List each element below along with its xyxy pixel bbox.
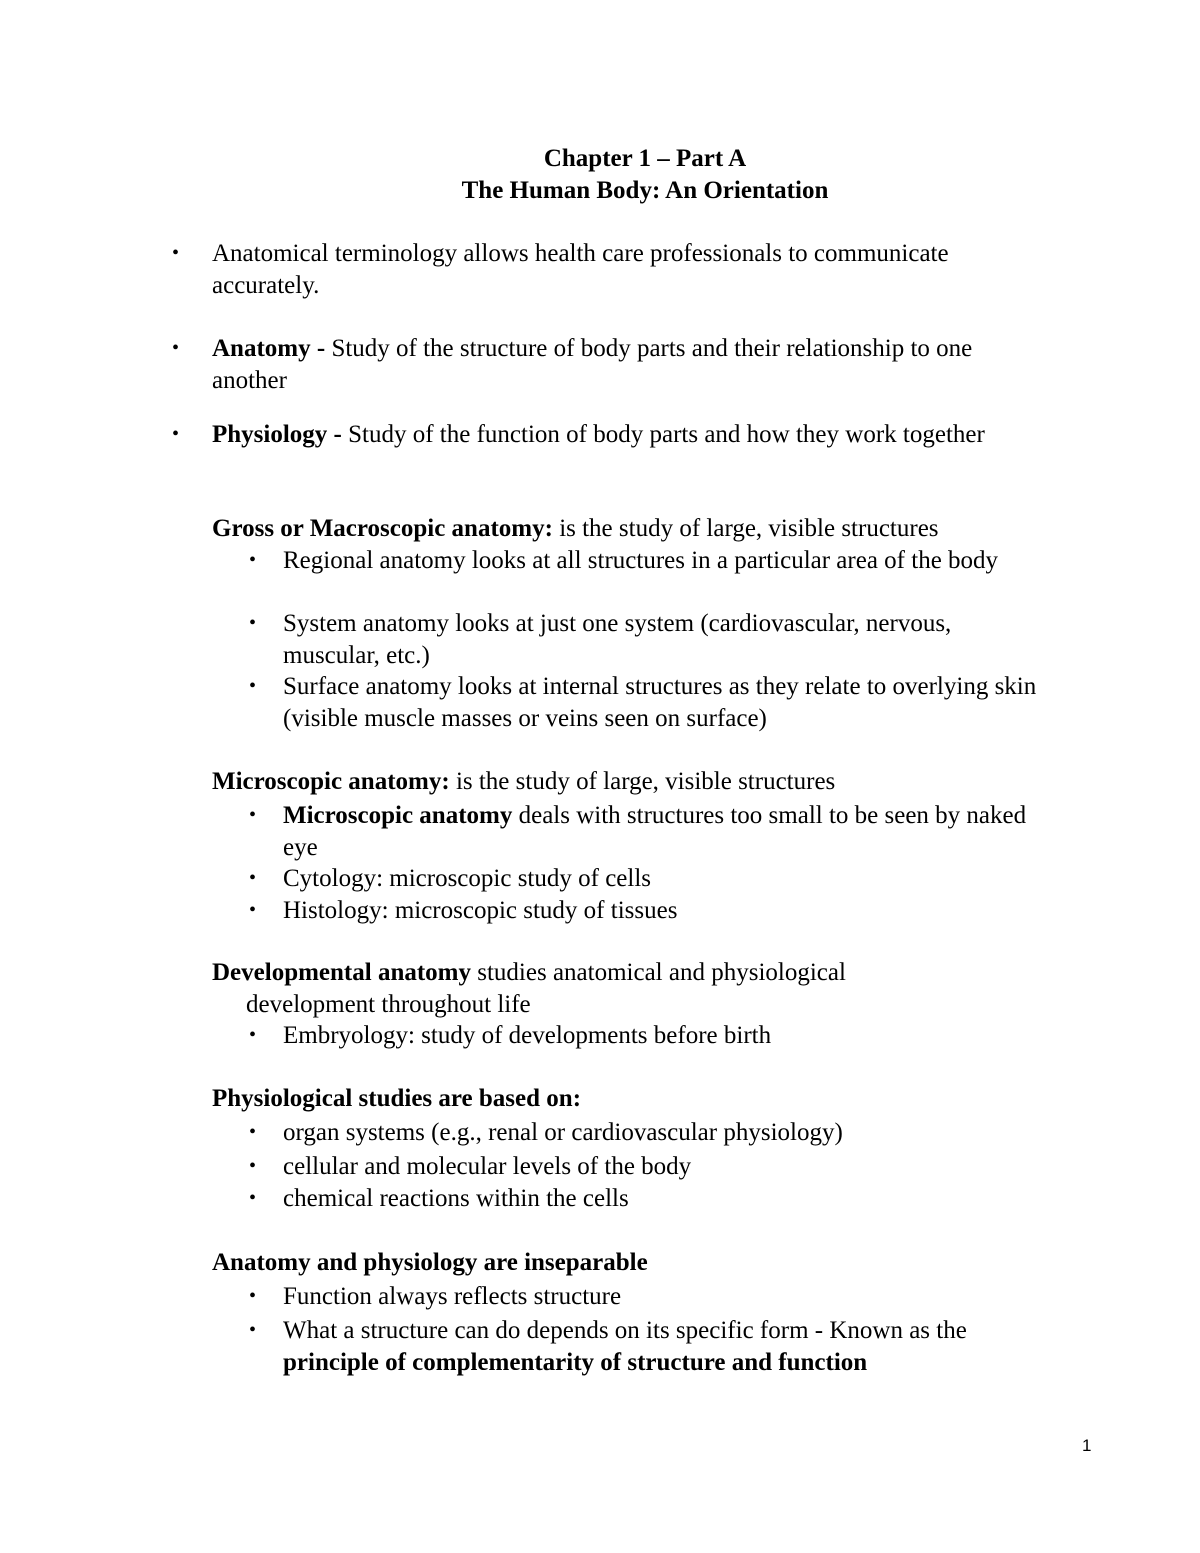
bullet-icon: • [249, 675, 257, 697]
section-heading-developmental: Developmental anatomy studies anatomical and physiological development throughout life [212, 959, 846, 1018]
list-item: • Function always reflects structure [283, 1281, 1043, 1313]
section-heading-gross: Gross or Macroscopic anatomy: is the study of large, visible structures [212, 515, 939, 542]
chapter-title: Chapter 1 – Part A [543, 145, 747, 172]
list-item: • Surface anatomy looks at internal structures as they relate to overlying skin (visible muscle masses or veins seen on surface) [249, 673, 1037, 732]
chapter-subtitle: The Human Body: An Orientation [461, 177, 829, 204]
bullet-icon: • [249, 1319, 257, 1341]
list-item: • Anatomical terminology allows health care professionals to communicate accurately. [172, 240, 949, 299]
list-item: • Physiology - Study of the function of body parts and how they work together [212, 419, 1042, 451]
page-number: 1 [1082, 1436, 1092, 1455]
bullet-icon: • [249, 1155, 257, 1177]
bullet-icon: • [249, 1187, 257, 1209]
list-item: • Regional anatomy looks at all structures in a particular area of the body [283, 545, 1043, 577]
section-heading-physiological-studies: Physiological studies are based on: [212, 1085, 582, 1112]
list-item: • Embryology: study of developments before birth [283, 1020, 1043, 1052]
section-heading-microscopic: Microscopic anatomy: is the study of large, visible structures [212, 768, 836, 795]
list-item: • Microscopic anatomy deals with structures too small to be seen by naked eye [249, 802, 1027, 861]
bullet-icon: • [249, 612, 257, 634]
list-item: • organ systems (e.g., renal or cardiovascular physiology) [283, 1117, 1043, 1149]
bullet-icon: • [249, 804, 257, 826]
term-anatomy: Anatomy - [212, 335, 326, 362]
list-item: • Cytology: microscopic study of cells [283, 863, 1043, 895]
bullet-icon: • [249, 1121, 257, 1143]
section-heading-inseparable: Anatomy and physiology are inseparable [212, 1249, 648, 1276]
bullet-icon: • [249, 1285, 257, 1307]
bullet-icon: • [172, 242, 180, 264]
bullet-icon: • [172, 337, 180, 359]
list-item: • Anatomy - Study of the structure of body parts and their relationship to one another [172, 335, 973, 394]
list-item: • System anatomy looks at just one system (cardiovascular, nervous, muscular, etc.) [249, 610, 952, 669]
bullet-icon: • [249, 899, 257, 921]
list-item: • Histology: microscopic study of tissues [283, 895, 1043, 927]
bullet-icon: • [249, 549, 257, 571]
list-item: • What a structure can do depends on its specific form - Known as the principle of complementarity of structure and function [249, 1317, 967, 1376]
term-physiology: Physiology - [212, 421, 342, 448]
bullet-icon: • [249, 1024, 257, 1046]
list-item: • chemical reactions within the cells [283, 1183, 1043, 1215]
list-item: • cellular and molecular levels of the body [283, 1151, 1043, 1183]
bullet-icon: • [249, 867, 257, 889]
bullet-icon: • [172, 423, 180, 445]
